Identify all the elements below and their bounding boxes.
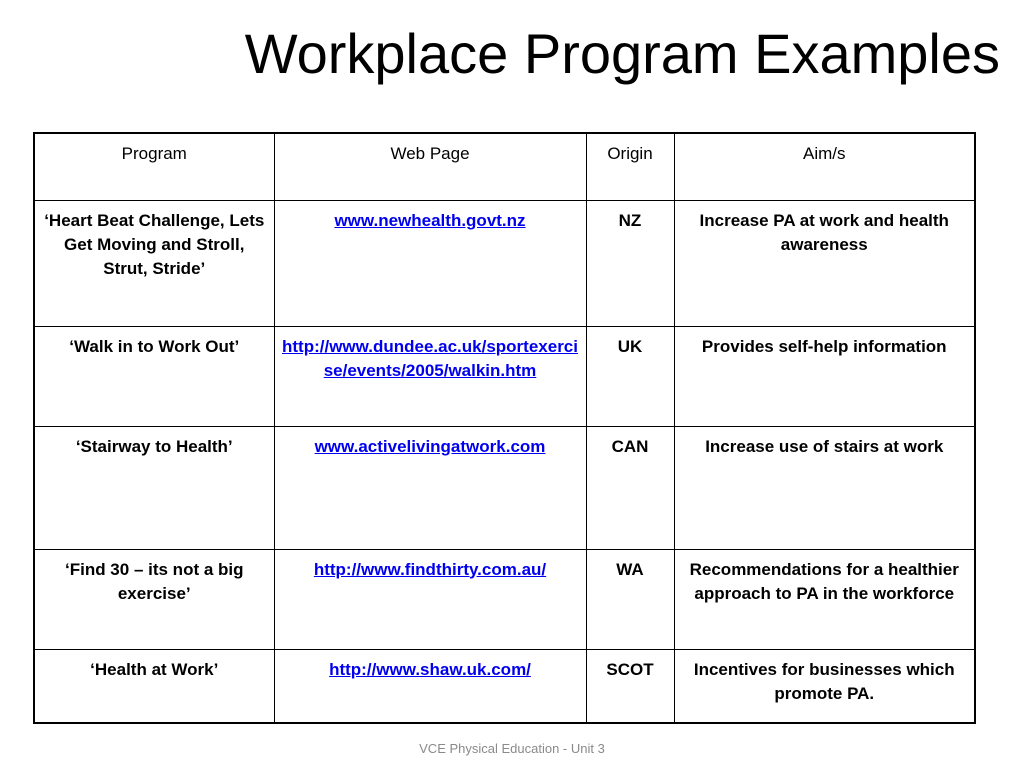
program-cell: ‘Stairway to Health’ [34, 426, 274, 549]
aim-cell: Provides self-help information [674, 326, 975, 426]
web-page-cell [274, 200, 586, 326]
table-row [34, 649, 975, 723]
web-page-link[interactable]: http://www.findthirty.com.au/ [313, 559, 547, 579]
origin-cell: SCOT [586, 649, 674, 723]
header-web-page: Web Page [274, 133, 586, 200]
table-header-row [34, 133, 975, 200]
web-page-link[interactable]: www.activelivingatwork.com [314, 436, 546, 456]
program-cell: ‘Health at Work’ [34, 649, 274, 723]
program-cell: ‘Walk in to Work Out’ [34, 326, 274, 426]
aim-cell: Increase use of stairs at work [674, 426, 975, 549]
aim-cell: Incentives for businesses which promote PA. [674, 649, 975, 723]
table-row [34, 326, 975, 426]
header-origin: Origin [586, 133, 674, 200]
program-cell: ‘Find 30 – its not a big exercise’ [34, 549, 274, 649]
program-cell: ‘Heart Beat Challenge, Lets Get Moving and Stroll, Strut, Stride’ [34, 200, 274, 326]
origin-cell: WA [586, 549, 674, 649]
origin-cell: NZ [586, 200, 674, 326]
web-page-link[interactable]: http://www.dundee.ac.uk/sportexercise/events/2005/walkin.htm [282, 336, 578, 380]
web-page-link[interactable]: http://www.shaw.uk.com/ [329, 659, 531, 679]
table-row [34, 549, 975, 649]
header-aims: Aim/s [674, 133, 975, 200]
web-page-cell [274, 649, 586, 723]
slide-footer: VCE Physical Education - Unit 3 [419, 741, 605, 756]
aim-cell: Recommendations for a healthier approach to PA in the workforce [674, 549, 975, 649]
header-program: Program [34, 133, 274, 200]
web-page-cell [274, 426, 586, 549]
web-page-cell [274, 549, 586, 649]
web-page-cell [274, 326, 586, 426]
origin-cell: UK [586, 326, 674, 426]
program-table-container [33, 132, 974, 724]
table-row [34, 426, 975, 549]
table-row [34, 200, 975, 326]
web-page-link[interactable]: www.newhealth.govt.nz [334, 210, 526, 230]
slide-title: Workplace Program Examples [244, 22, 1000, 85]
program-table [33, 132, 976, 724]
aim-cell: Increase PA at work and health awareness [674, 200, 975, 326]
origin-cell: CAN [586, 426, 674, 549]
